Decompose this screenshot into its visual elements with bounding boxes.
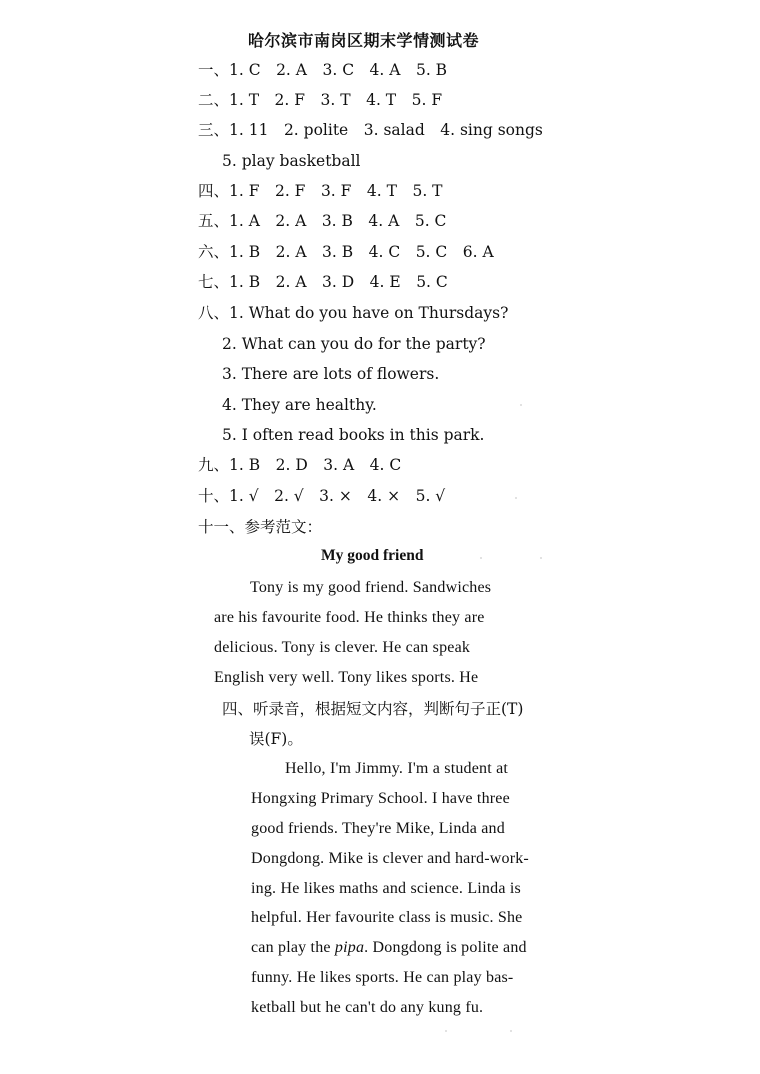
listening-passage-line-1: Hello, I'm Jimmy. I'm a student at (285, 760, 509, 777)
essay-line-4: English very well. Tony likes sports. He (214, 669, 479, 686)
essay-line-1: Tony is my good friend. Sandwiches (250, 579, 492, 596)
answers-section-8-item-5: 5. I often read books in this park. (222, 426, 485, 444)
listening-instruction-line-2: 误(F)。 (249, 730, 303, 748)
answers-section-1: 一、1. C 2. A 3. C 4. A 5. B (198, 61, 448, 79)
answers-section-10: 十、1. √ 2. √ 3. × 4. × 5. √ (198, 487, 446, 505)
scan-speck (515, 497, 517, 499)
listening-passage-line-3: good friends. They're Mike, Linda and (251, 820, 505, 837)
essay-heading: My good friend (321, 547, 424, 564)
scan-speck (540, 557, 542, 559)
listening-passage-line-8: funny. He likes sports. He can play bas- (251, 969, 514, 986)
listening-passage-line-7-end: . Dongdong is polite and (364, 939, 527, 956)
answers-section-7: 七、1. B 2. A 3. D 4. E 5. C (198, 273, 448, 291)
listening-passage-line-7 (251, 938, 527, 958)
scan-speck (520, 404, 522, 406)
page-title: 哈尔滨市南岗区期末学情测试卷 (248, 31, 480, 50)
answers-section-8-item-3: 3. There are lots of flowers. (222, 365, 440, 383)
answers-section-4: 四、1. F 2. F 3. F 4. T 5. T (198, 182, 443, 200)
listening-passage-line-4: Dongdong. Mike is clever and hard-work- (251, 850, 529, 867)
answers-section-3-continued: 5. play basketball (222, 152, 361, 170)
listening-passage-line-5: ing. He likes maths and science. Linda is (251, 880, 521, 897)
listening-passage-line-6: helpful. Her favourite class is music. She (251, 909, 523, 926)
scan-speck (445, 1030, 447, 1032)
listening-instruction-line-1: 四、听录音，根据短文内容，判断句子正(T) (222, 700, 524, 718)
answers-section-8-item-1: 八、1. What do you have on Thursdays? (198, 304, 509, 322)
answers-section-8-item-2: 2. What can you do for the party? (222, 335, 486, 353)
answers-section-8-item-4: 4. They are healthy. (222, 396, 377, 414)
answers-section-3: 三、1. 11 2. polite 3. salad 4. sing songs (198, 121, 543, 139)
essay-line-2: are his favourite food. He thinks they are (214, 609, 485, 626)
essay-line-3: delicious. Tony is clever. He can speak (214, 639, 471, 656)
answers-section-2: 二、1. T 2. F 3. T 4. T 5. F (198, 91, 443, 109)
answers-section-9: 九、1. B 2. D 3. A 4. C (198, 456, 402, 474)
scan-speck (480, 557, 482, 559)
listening-passage-line-2: Hongxing Primary School. I have three (251, 790, 510, 807)
listening-passage-line-9: ketball but he can't do any kung fu. (251, 999, 484, 1016)
listening-passage-line-7-start: can play the (251, 939, 331, 956)
answers-section-11: 十一、参考范文： (198, 518, 323, 536)
answers-section-6: 六、1. B 2. A 3. B 4. C 5. C 6. A (198, 243, 494, 261)
scan-speck (510, 1030, 512, 1032)
answers-section-5: 五、1. A 2. A 3. B 4. A 5. C (198, 212, 447, 230)
pipa-italic-word: pipa (334, 939, 365, 956)
